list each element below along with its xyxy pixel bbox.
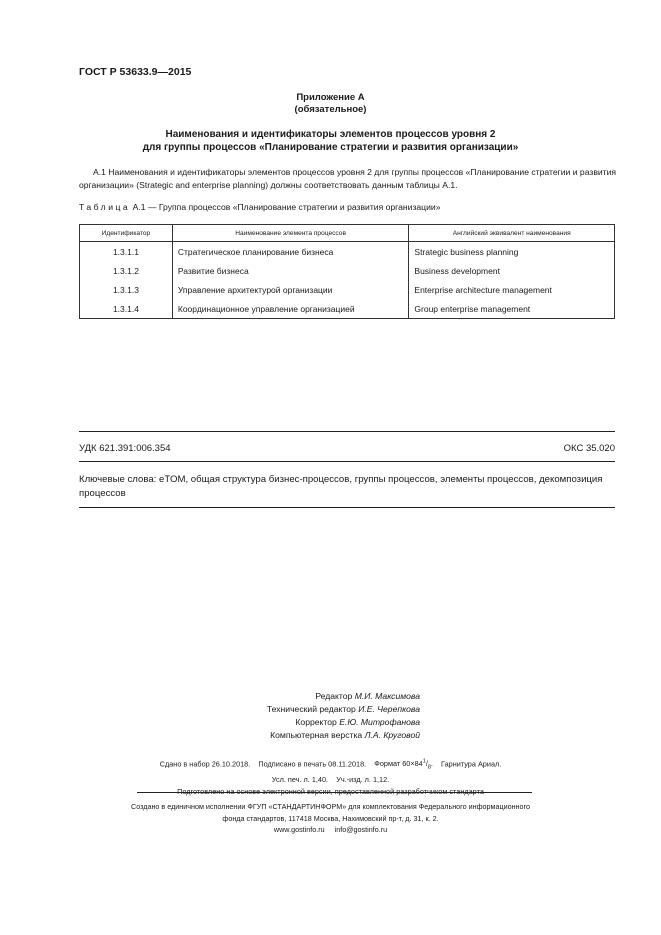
section-title [0, 128, 661, 154]
imprint-font: Гарнитура Ариал. [441, 759, 502, 769]
credit-role: Корректор [295, 717, 337, 727]
table-caption-text: А.1 — Группа процессов «Планирование стратегии и развития организации» [132, 202, 441, 212]
annex-title: Приложение А [296, 92, 365, 103]
header-english-name: Английский эквивалент наименования [409, 225, 615, 242]
cell-english-name: Enterprise architecture management [409, 280, 615, 299]
website-link[interactable]: www.gostinfo.ru [273, 825, 325, 834]
footer-contacts [0, 824, 661, 836]
credit-role: Компьютерная верстка [270, 730, 363, 740]
cell-element-name: Управление архитектурой организации [172, 280, 409, 299]
udk-code: УДК 621.391:006.354 [79, 443, 171, 454]
table-row [80, 261, 615, 280]
table-row [80, 299, 615, 319]
cell-identifier: 1.3.1.1 [80, 242, 173, 262]
body-paragraph: А.1 Наименования и идентификаторы элементов процессов уровня 2 для группы процессов «Планирование стратегии и развития организации» (Strategic and enterprise planning) должны соответствовать данным таблицы А.1. [79, 167, 617, 190]
imprint-print-date: Подписано в печать 08.11.2018. [258, 759, 367, 769]
credit-layout [220, 729, 420, 742]
credit-person: И.Е. Черепкова [358, 704, 420, 714]
divider-top [79, 431, 615, 432]
cell-element-name: Развитие бизнеса [172, 261, 409, 280]
process-table [79, 224, 615, 319]
imprint-typeset-date: Сдано в набор 26.10.2018. [159, 759, 251, 769]
publisher-footer [0, 801, 661, 836]
keywords: Ключевые слова: eTOM, общая структура бизнес-процессов, группы процессов, элементы процессов, декомпозиция процессов [79, 474, 603, 499]
cell-english-name: Group enterprise management [409, 299, 615, 319]
credit-editor [220, 690, 420, 703]
imprint-line2 [0, 774, 661, 786]
document-number: ГОСТ Р 53633.9—2015 [79, 66, 192, 78]
divider-middle [79, 461, 615, 462]
divider-bottom [79, 507, 615, 508]
table-caption-label: Таблица [79, 202, 131, 212]
credit-proofreader [220, 716, 420, 729]
header-identifier: Идентификатор [80, 225, 173, 242]
credit-person: Е.Ю. Митрофанова [339, 717, 420, 727]
header-element-name: Наименование элемента процессов [172, 225, 409, 242]
credit-role: Технический редактор [266, 704, 356, 714]
cell-english-name: Business development [409, 261, 615, 280]
cell-element-name: Стратегическое планирование бизнеса [172, 242, 409, 262]
credit-person: М.И. Максимова [354, 691, 420, 701]
footer-line1: Создано в единичном исполнении ФГУП «СТАНДАРТИНФОРМ» для комплектования Федерального информационного [131, 802, 530, 811]
cell-identifier: 1.3.1.3 [80, 280, 173, 299]
cell-english-name: Strategic business planning [409, 242, 615, 262]
table-row [80, 242, 615, 262]
annex-heading [0, 92, 661, 116]
footer-line2: фонда стандартов, 117418 Москва, Нахимовский пр-т, д. 31, к. 2. [222, 813, 439, 823]
section-title-line1: Наименования и идентификаторы элементов процессов уровня 2 [165, 129, 496, 140]
credit-tech-editor [220, 703, 420, 716]
imprint-print-sheets: Усл. печ. л. 1,40. [271, 774, 329, 784]
table-row [80, 280, 615, 299]
credits-block [220, 690, 420, 742]
credit-role: Редактор [315, 691, 353, 701]
imprint-publisher-sheets: Уч.-изд. л. 1,12. [336, 774, 390, 784]
table-header-row [80, 225, 615, 242]
section-title-line2: для группы процессов «Планирование стратегии и развития организации» [142, 142, 519, 153]
cell-identifier: 1.3.1.2 [80, 261, 173, 280]
footer-divider [137, 792, 532, 793]
oks-code: ОКС 35.020 [563, 443, 615, 454]
annex-status: (обязательное) [294, 104, 367, 115]
credit-person: Л.А. Круговой [364, 730, 420, 740]
cell-identifier: 1.3.1.4 [80, 299, 173, 319]
imprint-line1 [0, 756, 661, 774]
table-caption [79, 202, 440, 212]
imprint-line3: Подготовлено на основе электронной версии, предоставленной разработчиком стандарта [177, 786, 484, 796]
email-link[interactable]: info@gostinfo.ru [334, 825, 388, 834]
cell-element-name: Координационное управление организацией [172, 299, 409, 319]
imprint-format: Формат $60\times 84^1/_8$. [374, 759, 433, 771]
